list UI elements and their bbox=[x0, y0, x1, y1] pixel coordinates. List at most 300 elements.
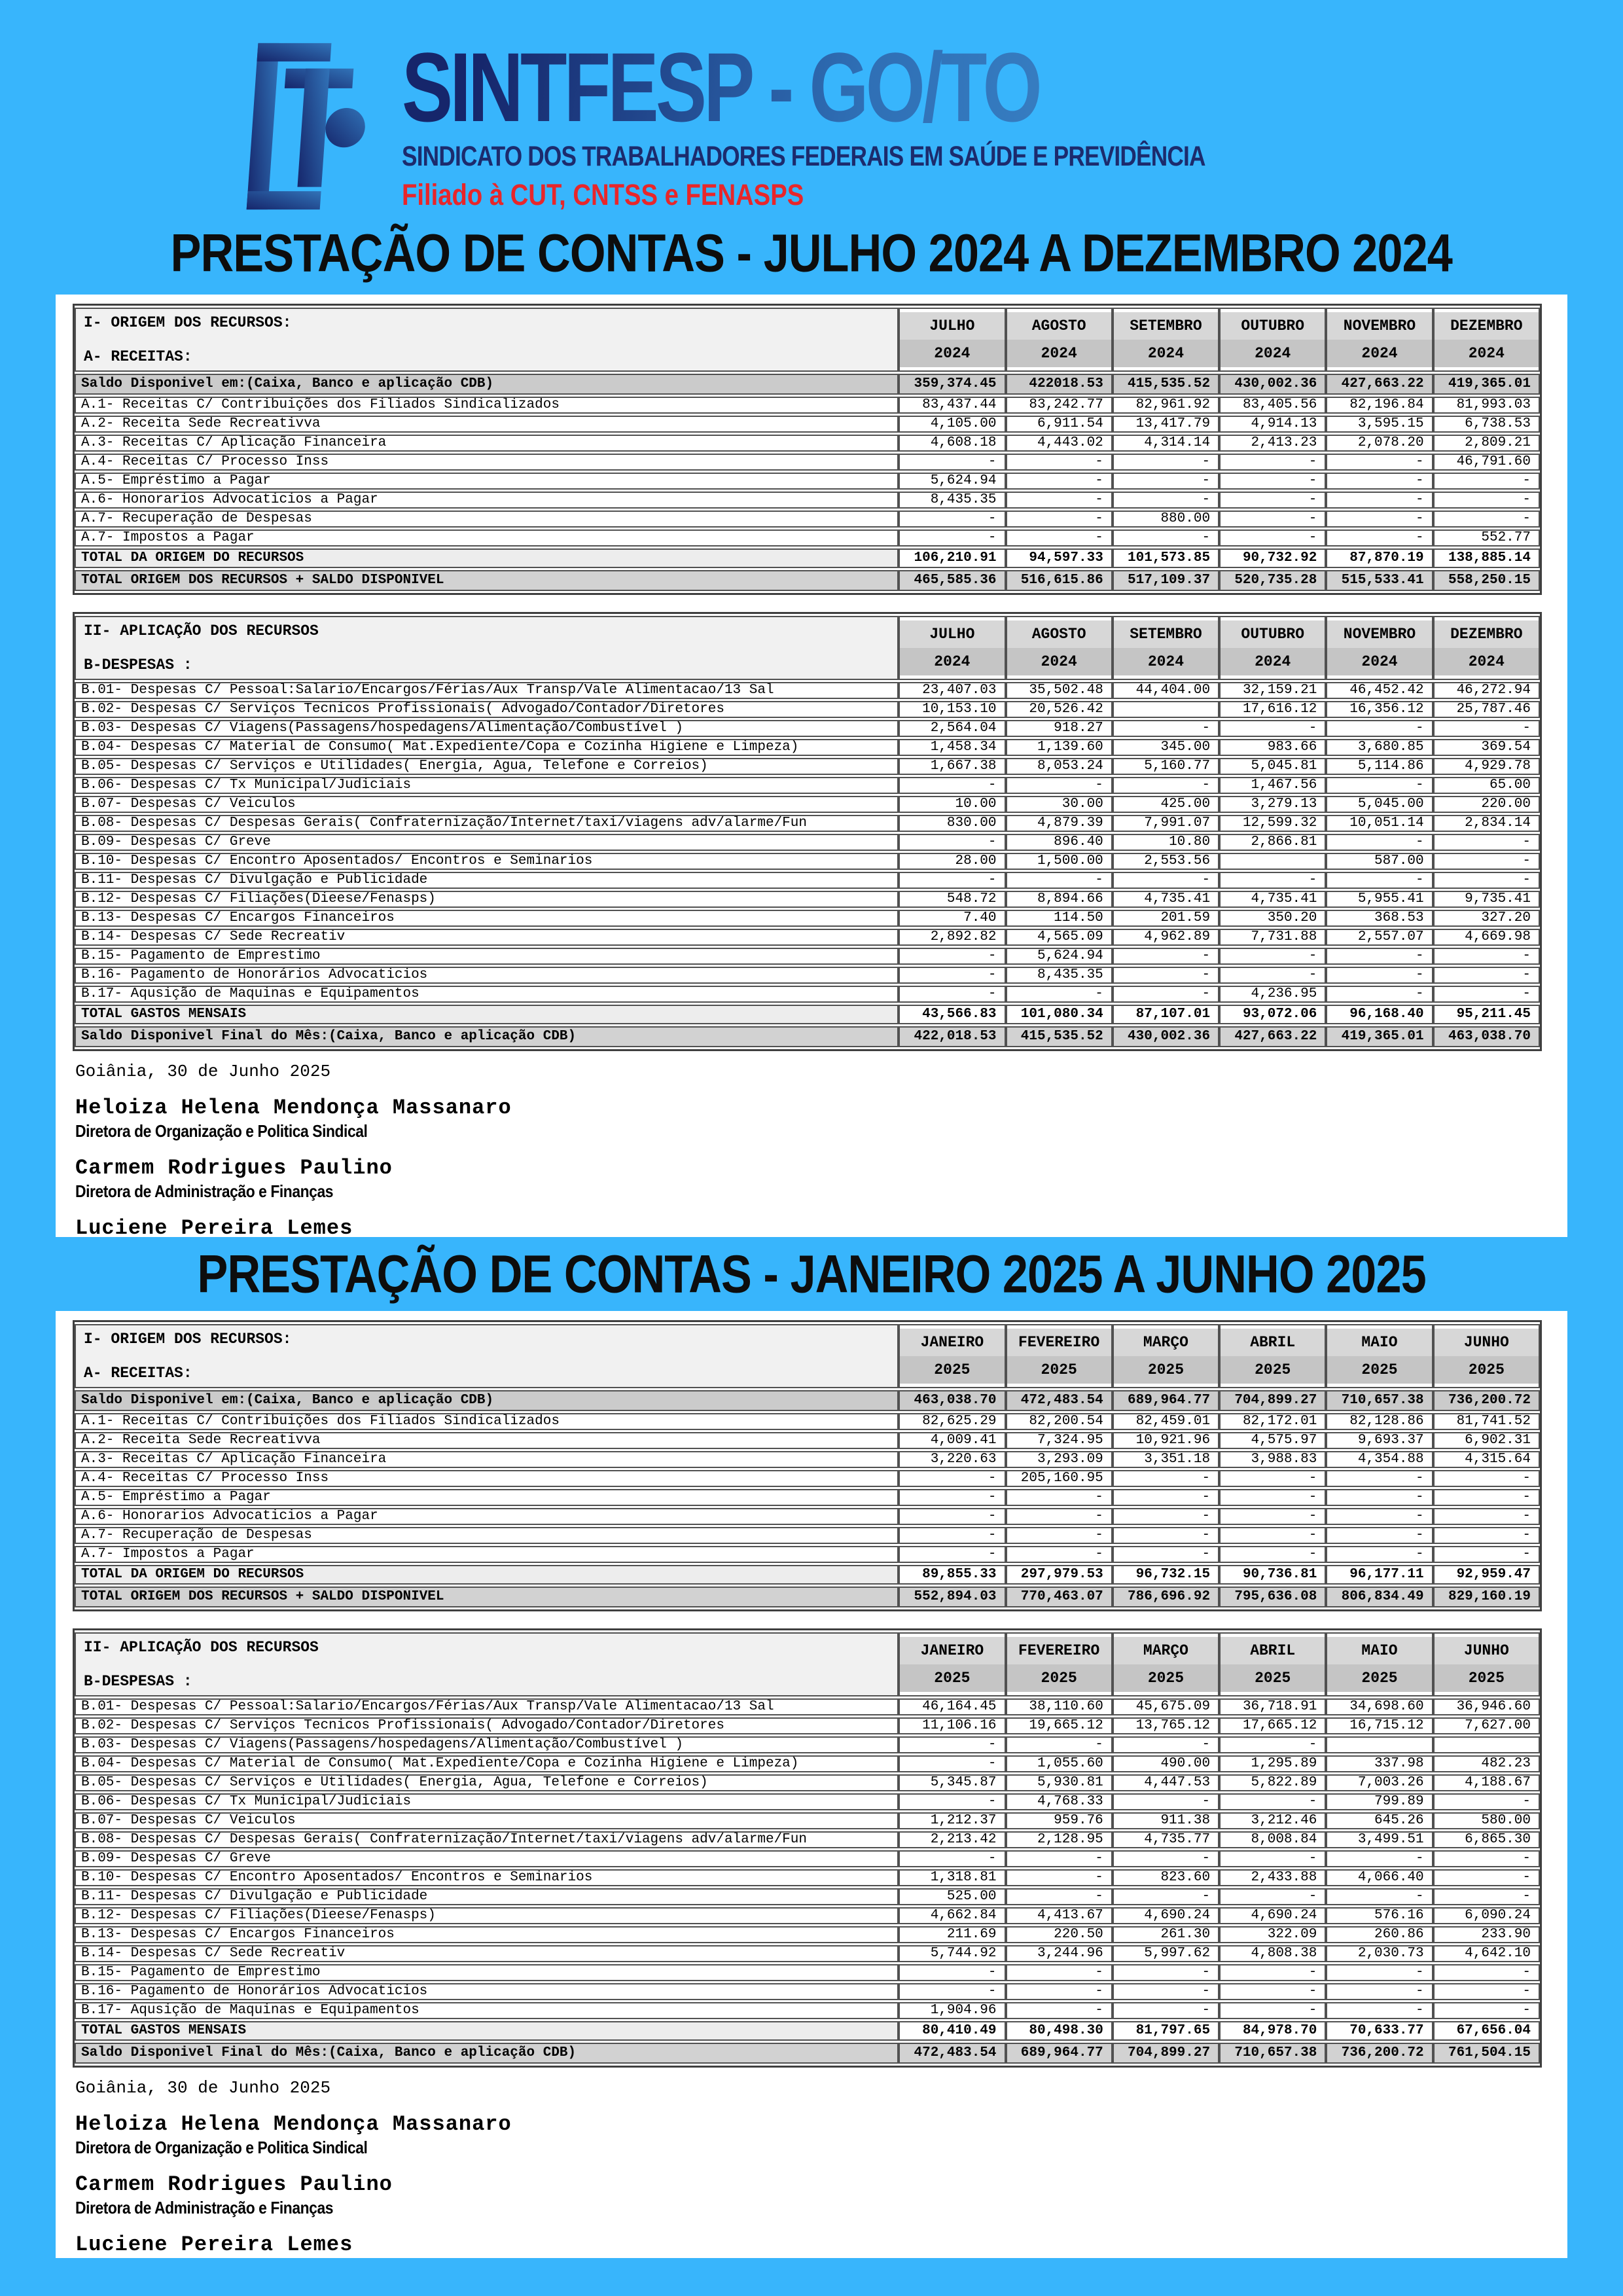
cell-value: 2,557.07 bbox=[1326, 929, 1433, 946]
cell-value: - bbox=[1113, 1489, 1219, 1506]
table-row bbox=[75, 2043, 1540, 2064]
cell-value: 704,899.27 bbox=[1219, 1390, 1326, 1411]
cell-value: - bbox=[1433, 1527, 1540, 1544]
cell-value: 558,250.15 bbox=[1433, 570, 1540, 591]
signer-name: Heloiza Helena Mendonça Massanaro bbox=[75, 1096, 512, 1120]
cell-value: 918.27 bbox=[1006, 720, 1113, 737]
cell-value: - bbox=[1113, 1964, 1219, 1981]
table-row bbox=[75, 948, 1540, 965]
month-year: 2024 bbox=[1114, 648, 1218, 675]
cell-value: 82,196.84 bbox=[1326, 397, 1433, 414]
month-year: 2024 bbox=[1007, 648, 1111, 675]
month-name: NOVEMBRO bbox=[1327, 620, 1431, 648]
row-label: A.4- Receitas C/ Processo Inss bbox=[75, 1470, 899, 1487]
table-row bbox=[75, 1755, 1540, 1772]
cell-value: 89,855.33 bbox=[899, 1565, 1005, 1585]
cell-value: 576.16 bbox=[1326, 1907, 1433, 1924]
table-row bbox=[75, 570, 1540, 591]
cell-value: 36,946.60 bbox=[1433, 1698, 1540, 1715]
table-row bbox=[75, 1831, 1540, 1848]
cell-value: 704,899.27 bbox=[1113, 2043, 1219, 2064]
cell-value: - bbox=[1433, 853, 1540, 870]
row-label: B.09- Despesas C/ Greve bbox=[75, 1850, 899, 1867]
month-year: 2024 bbox=[1221, 340, 1325, 367]
cell-value: 7,731.88 bbox=[1219, 929, 1326, 946]
cell-value: 9,735.41 bbox=[1433, 891, 1540, 908]
row-label: A.1- Receitas C/ Contribuições dos Filiados Sindicalizados bbox=[75, 1413, 899, 1430]
row-label: Saldo Disponivel em:(Caixa, Banco e aplicação CDB) bbox=[75, 374, 899, 395]
cell-value: 4,735.41 bbox=[1219, 891, 1326, 908]
cell-value: 645.26 bbox=[1326, 1812, 1433, 1829]
cell-value: 32,159.21 bbox=[1219, 682, 1326, 699]
cell-value: 82,625.29 bbox=[899, 1413, 1005, 1430]
row-label: A.2- Receita Sede Recreativva bbox=[75, 416, 899, 433]
row-label: Saldo Disponivel Final do Mês:(Caixa, Banco e aplicação CDB) bbox=[75, 2043, 899, 2064]
cell-value: 806,834.49 bbox=[1326, 1587, 1433, 1607]
cell-value: - bbox=[1219, 1546, 1326, 1563]
cell-value: 297,979.53 bbox=[1006, 1565, 1113, 1585]
cell-value: 2,553.56 bbox=[1113, 853, 1219, 870]
cell-value: - bbox=[1006, 1489, 1113, 1506]
cell-value: 736,200.72 bbox=[1433, 1390, 1540, 1411]
cell-value: 4,608.18 bbox=[899, 435, 1005, 452]
cell-value: 28.00 bbox=[899, 853, 1005, 870]
cell-value: - bbox=[1113, 1888, 1219, 1905]
cell-value: 1,139.60 bbox=[1006, 739, 1113, 756]
month-year: 2025 bbox=[1327, 1664, 1431, 1692]
table-header-row bbox=[75, 1632, 1540, 1696]
cell-value: 211.69 bbox=[899, 1926, 1005, 1943]
cell-value: - bbox=[1113, 1508, 1219, 1525]
month-year: 2024 bbox=[1221, 648, 1325, 675]
section-title: II- APLICAÇÃO DOS RECURSOS bbox=[84, 1639, 319, 1656]
cell-value: - bbox=[1433, 1546, 1540, 1563]
cell-value: 472,483.54 bbox=[899, 2043, 1005, 2064]
cell-value: 90,736.81 bbox=[1219, 1565, 1326, 1585]
cell-value: 5,822.89 bbox=[1219, 1774, 1326, 1791]
cell-value: - bbox=[1326, 2002, 1433, 2019]
cell-value: 419,365.01 bbox=[1326, 1026, 1433, 1047]
cell-value: 5,930.81 bbox=[1006, 1774, 1113, 1791]
section-subtitle: A- RECEITAS: bbox=[84, 1365, 192, 1382]
cell-value: - bbox=[1326, 473, 1433, 490]
table-row bbox=[75, 435, 1540, 452]
cell-value: 10,051.14 bbox=[1326, 815, 1433, 832]
origem-table-2024 bbox=[73, 304, 1542, 595]
cell-value: - bbox=[1006, 1527, 1113, 1544]
union-logo bbox=[241, 31, 1382, 221]
signature-block-2025 bbox=[75, 2078, 1550, 2258]
aplicacao-table-2024 bbox=[73, 612, 1542, 1051]
signature bbox=[75, 1156, 1550, 1202]
cell-value: - bbox=[1006, 1983, 1113, 2000]
date-line: Goiânia, 30 de Junho 2025 bbox=[75, 2078, 331, 2098]
month-year: 2025 bbox=[900, 1664, 1004, 1692]
cell-value: 82,961.92 bbox=[1113, 397, 1219, 414]
section-title: I- ORIGEM DOS RECURSOS: bbox=[84, 314, 292, 331]
cell-value: 2,834.14 bbox=[1433, 815, 1540, 832]
cell-value: 4,413.67 bbox=[1006, 1907, 1113, 1924]
cell-value: 517,109.37 bbox=[1113, 570, 1219, 591]
origem-table-2025 bbox=[73, 1320, 1542, 1611]
table-row bbox=[75, 1926, 1540, 1943]
cell-value: - bbox=[1219, 1793, 1326, 1810]
month-year: 2024 bbox=[1327, 648, 1431, 675]
table-row bbox=[75, 1432, 1540, 1449]
cell-value: 65.00 bbox=[1433, 777, 1540, 794]
union-logo-text bbox=[401, 32, 1382, 212]
month-year: 2025 bbox=[1435, 1356, 1539, 1384]
cell-value: 45,675.09 bbox=[1113, 1698, 1219, 1715]
cell-value: 4,354.88 bbox=[1326, 1451, 1433, 1468]
cell-value bbox=[1433, 1736, 1540, 1753]
cell-value: 10.00 bbox=[899, 796, 1005, 813]
cell-value: - bbox=[1113, 872, 1219, 889]
cell-value: 96,732.15 bbox=[1113, 1565, 1219, 1585]
cell-value: - bbox=[1113, 1736, 1219, 1753]
cell-value: 138,885.14 bbox=[1433, 548, 1540, 568]
month-year: 2024 bbox=[900, 648, 1004, 675]
table-row bbox=[75, 1508, 1540, 1525]
cell-value: - bbox=[1433, 1508, 1540, 1525]
table-row bbox=[75, 891, 1540, 908]
section-header-cell bbox=[75, 1632, 899, 1696]
cell-value: 201.59 bbox=[1113, 910, 1219, 927]
cell-value: 87,870.19 bbox=[1326, 548, 1433, 568]
month-name: SETEMBRO bbox=[1114, 620, 1218, 648]
cell-value: 4,575.97 bbox=[1219, 1432, 1326, 1449]
cell-value: 911.38 bbox=[1113, 1812, 1219, 1829]
table-row bbox=[75, 853, 1540, 870]
cell-value: 4,314.14 bbox=[1113, 435, 1219, 452]
table-row bbox=[75, 815, 1540, 832]
month-year: 2025 bbox=[1327, 1356, 1431, 1384]
cell-value: 205,160.95 bbox=[1006, 1470, 1113, 1487]
month-header-cell bbox=[1326, 616, 1433, 680]
cell-value: 5,624.94 bbox=[1006, 948, 1113, 965]
cell-value: 2,213.42 bbox=[899, 1831, 1005, 1848]
cell-value: - bbox=[1433, 511, 1540, 528]
union-subtitle: SINDICATO DOS TRABALHADORES FEDERAIS EM SAÚDE E PREVIDÊNCIA bbox=[401, 140, 1205, 172]
cell-value: 101,573.85 bbox=[1113, 548, 1219, 568]
row-label: TOTAL DA ORIGEM DO RECURSOS bbox=[75, 548, 899, 568]
cell-value: 422018.53 bbox=[1006, 374, 1113, 395]
cell-value: - bbox=[1219, 1527, 1326, 1544]
cell-value: - bbox=[1219, 1470, 1326, 1487]
cell-value: - bbox=[899, 986, 1005, 1003]
row-label: B.07- Despesas C/ Veiculos bbox=[75, 1812, 899, 1829]
cell-value: - bbox=[1113, 1527, 1219, 1544]
table-row bbox=[75, 1565, 1540, 1585]
month-header-cell bbox=[899, 1324, 1005, 1388]
row-label: B.03- Despesas C/ Viagens(Passagens/hospedagens/Alimentação/Combustível ) bbox=[75, 720, 899, 737]
cell-value bbox=[1326, 1736, 1433, 1753]
cell-value: - bbox=[1433, 967, 1540, 984]
month-name: ABRIL bbox=[1221, 1329, 1325, 1356]
union-affiliation: Filiado à CUT, CNTSS e FENASPS bbox=[401, 177, 804, 211]
month-name: OUTUBRO bbox=[1221, 620, 1325, 648]
row-label: Saldo Disponivel Final do Mês:(Caixa, Banco e aplicação CDB) bbox=[75, 1026, 899, 1047]
cell-value: - bbox=[1006, 986, 1113, 1003]
cell-value: - bbox=[899, 1546, 1005, 1563]
cell-value: 4,669.98 bbox=[1433, 929, 1540, 946]
row-label: A.4- Receitas C/ Processo Inss bbox=[75, 454, 899, 471]
row-label: TOTAL ORIGEM DOS RECURSOS + SALDO DISPONIVEL bbox=[75, 1587, 899, 1607]
cell-value: - bbox=[1006, 1869, 1113, 1886]
cell-value: - bbox=[1326, 872, 1433, 889]
cell-value: - bbox=[1433, 1983, 1540, 2000]
cell-value: 587.00 bbox=[1326, 853, 1433, 870]
month-name: ABRIL bbox=[1221, 1637, 1325, 1664]
cell-value: - bbox=[1433, 1470, 1540, 1487]
cell-value: - bbox=[1113, 529, 1219, 547]
cell-value: 1,500.00 bbox=[1006, 853, 1113, 870]
cell-value: 10,921.96 bbox=[1113, 1432, 1219, 1449]
table-row bbox=[75, 1774, 1540, 1791]
cell-value: - bbox=[1219, 454, 1326, 471]
cell-value: 46,791.60 bbox=[1433, 454, 1540, 471]
cell-value: 81,797.65 bbox=[1113, 2021, 1219, 2041]
cell-value: 11,106.16 bbox=[899, 1717, 1005, 1734]
cell-value: - bbox=[1326, 1888, 1433, 1905]
cell-value: 36,718.91 bbox=[1219, 1698, 1326, 1715]
cell-value: 46,164.45 bbox=[899, 1698, 1005, 1715]
section-title: I- ORIGEM DOS RECURSOS: bbox=[84, 1331, 292, 1348]
cell-value: 2,413.23 bbox=[1219, 435, 1326, 452]
cell-value: 430,002.36 bbox=[1113, 1026, 1219, 1047]
month-name: MAIO bbox=[1327, 1329, 1431, 1356]
cell-value: - bbox=[1433, 1793, 1540, 1810]
month-header-cell bbox=[1326, 1324, 1433, 1388]
cell-value: 10,153.10 bbox=[899, 701, 1005, 718]
row-label: B.14- Despesas C/ Sede Recreativ bbox=[75, 1945, 899, 1962]
cell-value: 689,964.77 bbox=[1006, 2043, 1113, 2064]
row-label: A.7- Recuperação de Despesas bbox=[75, 1527, 899, 1544]
cell-value: - bbox=[1113, 454, 1219, 471]
cell-value: - bbox=[899, 1850, 1005, 1867]
cell-value: 422,018.53 bbox=[899, 1026, 1005, 1047]
table-row bbox=[75, 1546, 1540, 1563]
cell-value: - bbox=[1326, 777, 1433, 794]
month-name: FEVEREIRO bbox=[1007, 1637, 1111, 1664]
cell-value: 17,616.12 bbox=[1219, 701, 1326, 718]
cell-value: 70,633.77 bbox=[1326, 2021, 1433, 2041]
row-label: B.13- Despesas C/ Encargos Financeiros bbox=[75, 1926, 899, 1943]
row-label: A.1- Receitas C/ Contribuições dos Filiados Sindicalizados bbox=[75, 397, 899, 414]
cell-value: 5,624.94 bbox=[899, 473, 1005, 490]
cell-value: - bbox=[1433, 872, 1540, 889]
month-year: 2024 bbox=[900, 340, 1004, 367]
cell-value: - bbox=[1326, 834, 1433, 851]
signature bbox=[75, 1096, 1550, 1141]
report-title-2025: PRESTAÇÃO DE CONTAS - JANEIRO 2025 A JUNHO 2025 bbox=[197, 1244, 1426, 1304]
cell-value: 736,200.72 bbox=[1326, 2043, 1433, 2064]
table-row bbox=[75, 416, 1540, 433]
cell-value: 770,463.07 bbox=[1006, 1587, 1113, 1607]
cell-value: 337.98 bbox=[1326, 1755, 1433, 1772]
table-row bbox=[75, 529, 1540, 547]
cell-value: 93,072.06 bbox=[1219, 1005, 1326, 1024]
cell-value: - bbox=[1219, 720, 1326, 737]
cell-value: 761,504.15 bbox=[1433, 2043, 1540, 2064]
cell-value: - bbox=[1326, 720, 1433, 737]
cell-value: 1,467.56 bbox=[1219, 777, 1326, 794]
cell-value: 6,090.24 bbox=[1433, 1907, 1540, 1924]
table-row bbox=[75, 682, 1540, 699]
cell-value: 463,038.70 bbox=[1433, 1026, 1540, 1047]
cell-value: 4,768.33 bbox=[1006, 1793, 1113, 1810]
cell-value: 983.66 bbox=[1219, 739, 1326, 756]
cell-value: 92,959.47 bbox=[1433, 1565, 1540, 1585]
cell-value: 4,447.53 bbox=[1113, 1774, 1219, 1791]
report-page-2024 bbox=[56, 295, 1567, 1237]
cell-value: 359,374.45 bbox=[899, 374, 1005, 395]
month-name: SETEMBRO bbox=[1114, 312, 1218, 340]
table-row bbox=[75, 1812, 1540, 1829]
cell-value: 6,911.54 bbox=[1006, 416, 1113, 433]
cell-value: 4,642.10 bbox=[1433, 1945, 1540, 1962]
table-row bbox=[75, 720, 1540, 737]
month-name: JANEIRO bbox=[900, 1637, 1004, 1664]
cell-value: 20,526.42 bbox=[1006, 701, 1113, 718]
month-name: AGOSTO bbox=[1007, 620, 1111, 648]
cell-value: 430,002.36 bbox=[1219, 374, 1326, 395]
row-label: Saldo Disponivel em:(Caixa, Banco e aplicação CDB) bbox=[75, 1390, 899, 1411]
cell-value: 4,009.41 bbox=[899, 1432, 1005, 1449]
cell-value bbox=[1219, 853, 1326, 870]
cell-value: 44,404.00 bbox=[1113, 682, 1219, 699]
row-label: A.5- Empréstimo a Pagar bbox=[75, 473, 899, 490]
signer-name: Carmem Rodrigues Paulino bbox=[75, 1156, 393, 1180]
finance-table bbox=[75, 1630, 1540, 2066]
month-year: 2025 bbox=[1221, 1356, 1325, 1384]
table-row bbox=[75, 2021, 1540, 2041]
cell-value: 4,105.00 bbox=[899, 416, 1005, 433]
cell-value: 516,615.86 bbox=[1006, 570, 1113, 591]
table-row bbox=[75, 834, 1540, 851]
cell-value: 515,533.41 bbox=[1326, 570, 1433, 591]
month-name: OUTUBRO bbox=[1221, 312, 1325, 340]
signer-name: Luciene Pereira Lemes bbox=[75, 1216, 353, 1237]
cell-value: 2,892.82 bbox=[899, 929, 1005, 946]
finance-table bbox=[75, 306, 1540, 593]
row-label: TOTAL ORIGEM DOS RECURSOS + SALDO DISPONIVEL bbox=[75, 570, 899, 591]
month-header-cell bbox=[1113, 1324, 1219, 1388]
cell-value: - bbox=[1219, 967, 1326, 984]
month-header-cell bbox=[1006, 308, 1113, 372]
row-label: B.14- Despesas C/ Sede Recreativ bbox=[75, 929, 899, 946]
cell-value: - bbox=[1113, 1793, 1219, 1810]
row-label: A.5- Empréstimo a Pagar bbox=[75, 1489, 899, 1506]
table-row bbox=[75, 1026, 1540, 1047]
cell-value: 80,410.49 bbox=[899, 2021, 1005, 2041]
cell-value: 463,038.70 bbox=[899, 1390, 1005, 1411]
table-row bbox=[75, 1489, 1540, 1506]
cell-value: - bbox=[899, 1470, 1005, 1487]
cell-value: - bbox=[1006, 777, 1113, 794]
cell-value: 82,459.01 bbox=[1113, 1413, 1219, 1430]
cell-value: 81,993.03 bbox=[1433, 397, 1540, 414]
cell-value: - bbox=[899, 872, 1005, 889]
month-name: JUNHO bbox=[1435, 1329, 1539, 1356]
month-header-cell bbox=[1219, 616, 1326, 680]
cell-value: 101,080.34 bbox=[1006, 1005, 1113, 1024]
cell-value: 710,657.38 bbox=[1219, 2043, 1326, 2064]
month-name: NOVEMBRO bbox=[1327, 312, 1431, 340]
month-header-cell bbox=[1006, 616, 1113, 680]
signer-name: Carmem Rodrigues Paulino bbox=[75, 2172, 393, 2197]
month-header-cell bbox=[1113, 616, 1219, 680]
table-header-row bbox=[75, 308, 1540, 372]
cell-value: - bbox=[1326, 948, 1433, 965]
cell-value: - bbox=[1326, 1527, 1433, 1544]
cell-value: 9,693.37 bbox=[1326, 1432, 1433, 1449]
row-label: B.17- Aqusição de Maquinas e Equipamentos bbox=[75, 986, 899, 1003]
cell-value: - bbox=[1219, 1850, 1326, 1867]
month-year: 2025 bbox=[1114, 1664, 1218, 1692]
cell-value: - bbox=[1326, 1546, 1433, 1563]
cell-value: 552.77 bbox=[1433, 529, 1540, 547]
table-row bbox=[75, 511, 1540, 528]
cell-value: 16,356.12 bbox=[1326, 701, 1433, 718]
cell-value: 490.00 bbox=[1113, 1755, 1219, 1772]
table-row bbox=[75, 454, 1540, 471]
cell-value: 3,212.46 bbox=[1219, 1812, 1326, 1829]
cell-value: 95,211.45 bbox=[1433, 1005, 1540, 1024]
cell-value: 4,690.24 bbox=[1219, 1907, 1326, 1924]
cell-value: - bbox=[899, 1489, 1005, 1506]
row-label: B.08- Despesas C/ Despesas Gerais( Confraternização/Internet/taxi/viagens adv/alarme/Fun bbox=[75, 1831, 899, 1848]
month-name: JUNHO bbox=[1435, 1637, 1539, 1664]
cell-value: 35,502.48 bbox=[1006, 682, 1113, 699]
month-header-cell bbox=[1113, 1632, 1219, 1696]
cell-value: 3,595.15 bbox=[1326, 416, 1433, 433]
row-label: B.15- Pagamento de Emprestimo bbox=[75, 948, 899, 965]
cell-value: - bbox=[1219, 473, 1326, 490]
cell-value: 5,997.62 bbox=[1113, 1945, 1219, 1962]
table-row bbox=[75, 473, 1540, 490]
row-label: B.17- Aqusição de Maquinas e Equipamentos bbox=[75, 2002, 899, 2019]
cell-value: 30.00 bbox=[1006, 796, 1113, 813]
table-row bbox=[75, 796, 1540, 813]
cell-value: - bbox=[1113, 473, 1219, 490]
table-row bbox=[75, 1736, 1540, 1753]
cell-value: 823.60 bbox=[1113, 1869, 1219, 1886]
cell-value: 5,114.86 bbox=[1326, 758, 1433, 775]
table-row bbox=[75, 1964, 1540, 1981]
month-name: AGOSTO bbox=[1007, 312, 1111, 340]
month-header-cell bbox=[1219, 308, 1326, 372]
cell-value: 261.30 bbox=[1113, 1926, 1219, 1943]
cell-value: 2,128.95 bbox=[1006, 1831, 1113, 1848]
table-row bbox=[75, 929, 1540, 946]
section-header-cell bbox=[75, 1324, 899, 1388]
cell-value: 7,991.07 bbox=[1113, 815, 1219, 832]
row-label: A.7- Impostos a Pagar bbox=[75, 529, 899, 547]
month-year: 2024 bbox=[1435, 648, 1539, 675]
cell-value: - bbox=[1113, 1470, 1219, 1487]
signature-block-2024 bbox=[75, 1062, 1550, 1237]
cell-value: - bbox=[899, 1527, 1005, 1544]
cell-value: 106,210.91 bbox=[899, 548, 1005, 568]
cell-value: 4,188.67 bbox=[1433, 1774, 1540, 1791]
row-label: B.07- Despesas C/ Veiculos bbox=[75, 796, 899, 813]
month-year: 2025 bbox=[1007, 1356, 1111, 1384]
cell-value: - bbox=[1433, 492, 1540, 509]
cell-value: - bbox=[1006, 1850, 1113, 1867]
row-label: TOTAL GASTOS MENSAIS bbox=[75, 1005, 899, 1024]
row-label: B.12- Despesas C/ Filiações(Dieese/Fenasps) bbox=[75, 1907, 899, 1924]
